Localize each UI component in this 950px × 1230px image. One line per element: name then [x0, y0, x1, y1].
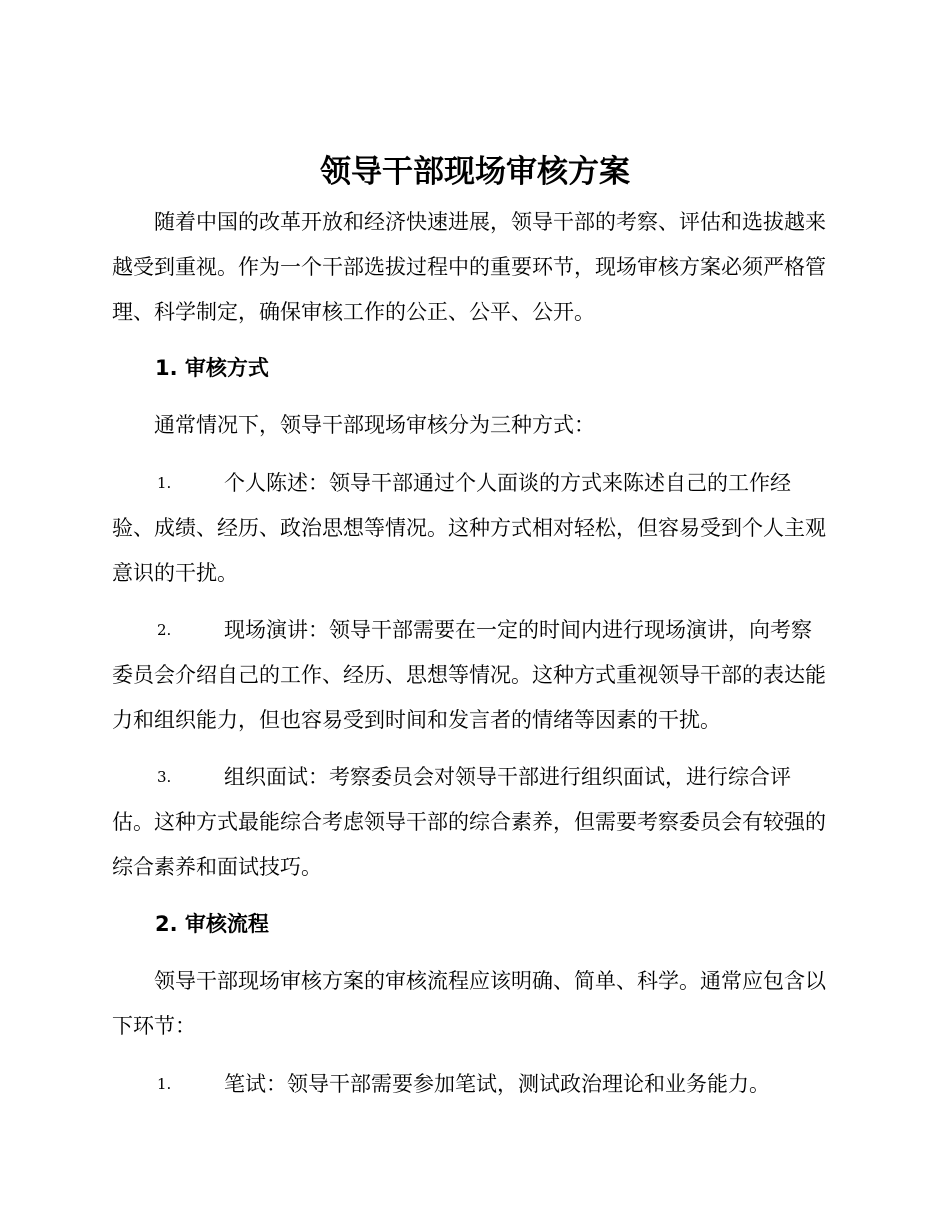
list-item-number: 2.: [157, 621, 172, 639]
intro-paragraph: 随着中国的改革开放和经济快速进展，领导干部的考察、评估和选拔越来越受到重视。作为一个干部选拔过程中的重要环节，现场审核方案必须严格管理、科学制定，确保审核工作的公正、公平、公开。: [112, 210, 826, 324]
list-item-text: 个人陈述：领导干部通过个人面谈的方式来陈述自己的工作经验、成绩、经历、政治思想等情况。这种方式相对轻松，但容易受到个人主观意识的干扰。: [112, 471, 826, 585]
list-item: [112, 755, 832, 890]
section1-lead-paragraph: 通常情况下，领导干部现场审核分为三种方式：: [154, 413, 595, 437]
section2-lead-paragraph: 领导干部现场审核方案的审核流程应该明确、简单、科学。通常应包含以下环节：: [112, 969, 826, 1038]
list-item: [112, 461, 832, 596]
list-item-number: 3.: [157, 768, 172, 786]
section-heading-review-methods: 1. 审核方式: [155, 356, 269, 380]
list-item-text: 笔试：领导干部需要参加笔试，测试政治理论和业务能力。: [224, 1072, 770, 1096]
section-heading-review-process: 2. 审核流程: [155, 912, 269, 936]
document-title: 领导干部现场审核方案: [320, 154, 630, 190]
list-item-number: 1.: [157, 1075, 172, 1093]
list-item: [112, 1062, 832, 1107]
list-item-number: 1.: [157, 474, 172, 492]
list-item-text: 组织面试：考察委员会对领导干部进行组织面试，进行综合评估。这种方式最能综合考虑领导干部的综合素养，但需要考察委员会有较强的综合素养和面试技巧。: [112, 765, 826, 879]
list-item: [112, 608, 832, 743]
list-item-text: 现场演讲：领导干部需要在一定的时间内进行现场演讲，向考察委员会介绍自己的工作、经历、思想等情况。这种方式重视领导干部的表达能力和组织能力，但也容易受到时间和发言者的情绪等因素的干扰。: [112, 618, 826, 732]
